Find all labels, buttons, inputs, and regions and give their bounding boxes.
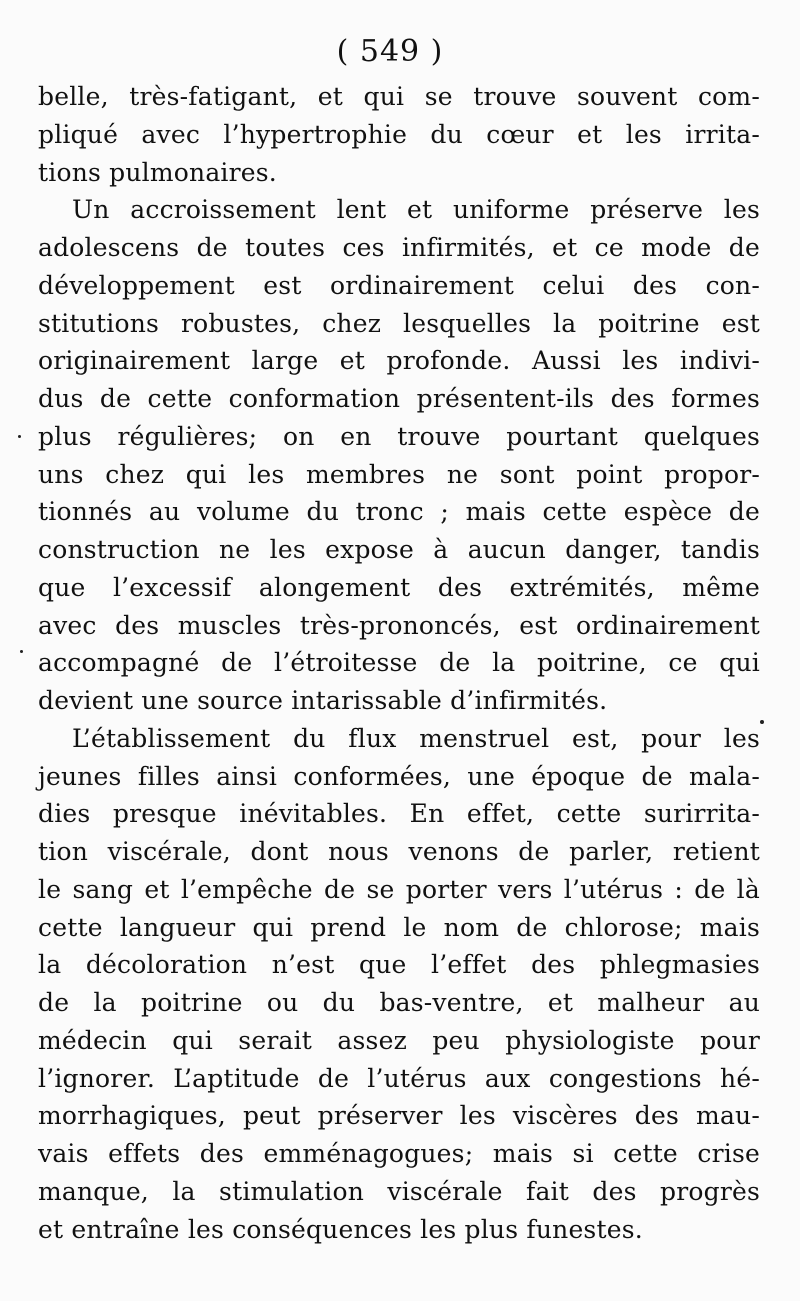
text-line: Un accroissement lent et uniforme préserve les [72,195,760,225]
text-line: plus régulières; on en trouve pourtant quelques [38,421,760,451]
ink-speck [18,435,21,438]
text-line: accompagné de l’étroitesse de la poitrine, ce qui [38,648,760,678]
text-line: manque, la stimulation viscérale fait des progrès [38,1176,760,1206]
text-line: tionnés au volume du tronc ; mais cette espèce de [38,497,760,527]
text-line: uns chez qui les membres ne sont point propor- [38,459,760,489]
text-line: tion viscérale, dont nous venons de parler, retient [38,837,760,866]
page-number: ( 549 ) [336,34,444,69]
text-line: construction ne les expose à aucun danger, tandis [38,535,760,564]
text-line: morrhagiques, peut préserver les viscères des mau- [38,1101,760,1131]
body-text [38,78,760,1248]
text-line: avec des muscles très-prononcés, est ordinairement [38,610,760,640]
ink-speck [760,720,764,724]
text-line: vais effets des emménagogues; mais si cette crise [38,1139,760,1168]
text-line: et entraîne les conséquences les plus funestes. [38,1214,643,1244]
text-line: stitutions robustes, chez lesquelles la poitrine est [38,308,760,338]
text-line: tions pulmonaires. [38,157,277,187]
text-line: de la poitrine ou du bas-ventre, et malheur au [38,988,760,1017]
text-line: que l’excessif alongement des extrémités, même [38,572,760,602]
text-line: médecin qui serait assez peu physiologiste pour [38,1025,760,1055]
text-line: pliqué avec l’hypertrophie du cœur et les irrita- [38,119,760,149]
text-line: le sang et l’empêche de se porter vers l’utérus : de là [38,874,760,904]
text-line: belle, très-fatigant, et qui se trouve souvent com- [38,82,760,111]
text-line: jeunes filles ainsi conformées, une époque de mala- [38,761,760,791]
text-line: L’établissement du flux menstruel est, pour les [72,723,760,753]
text-line: dus de cette conformation présentent-ils des formes [38,384,760,413]
text-line: la décoloration n’est que l’effet des phlegmasies [38,950,760,980]
text-line: cette langueur qui prend le nom de chlorose; mais [38,912,760,942]
text-line: l’ignorer. L’aptitude de l’utérus aux congestions hé- [38,1063,760,1093]
ink-speck [20,650,23,653]
text-line: adolescens de toutes ces infirmités, et ce mode de [38,233,760,262]
text-line: développement est ordinairement celui des con- [38,270,760,300]
text-line: devient une source intarissable d’infirmités. [38,686,608,715]
text-line: dies presque inévitables. En effet, cette surirrita- [38,799,760,829]
text-line: originairement large et profonde. Aussi les indivi- [38,346,760,376]
